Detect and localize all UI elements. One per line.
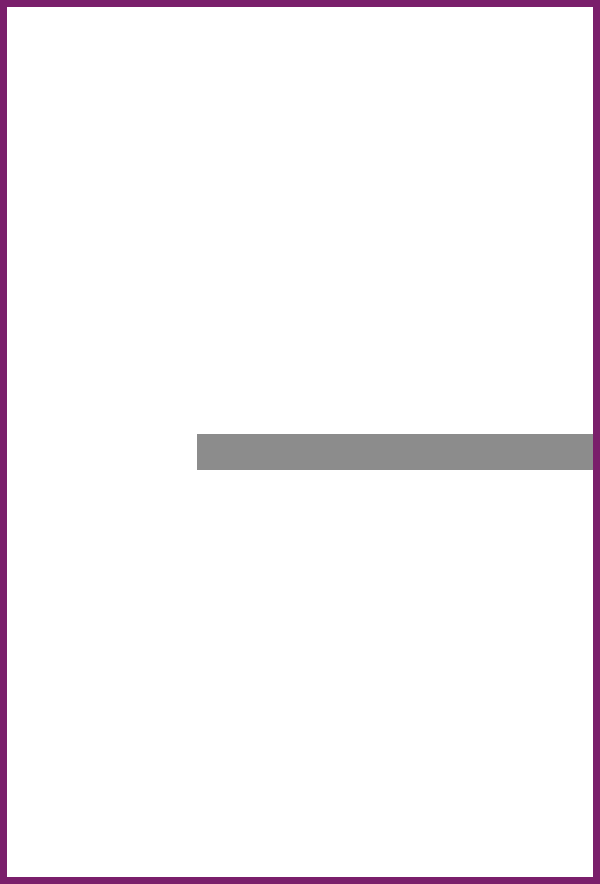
band-column-top: [307, 25, 587, 210]
tattoo-sheet: [7, 7, 593, 877]
store-watermark: [197, 434, 593, 470]
